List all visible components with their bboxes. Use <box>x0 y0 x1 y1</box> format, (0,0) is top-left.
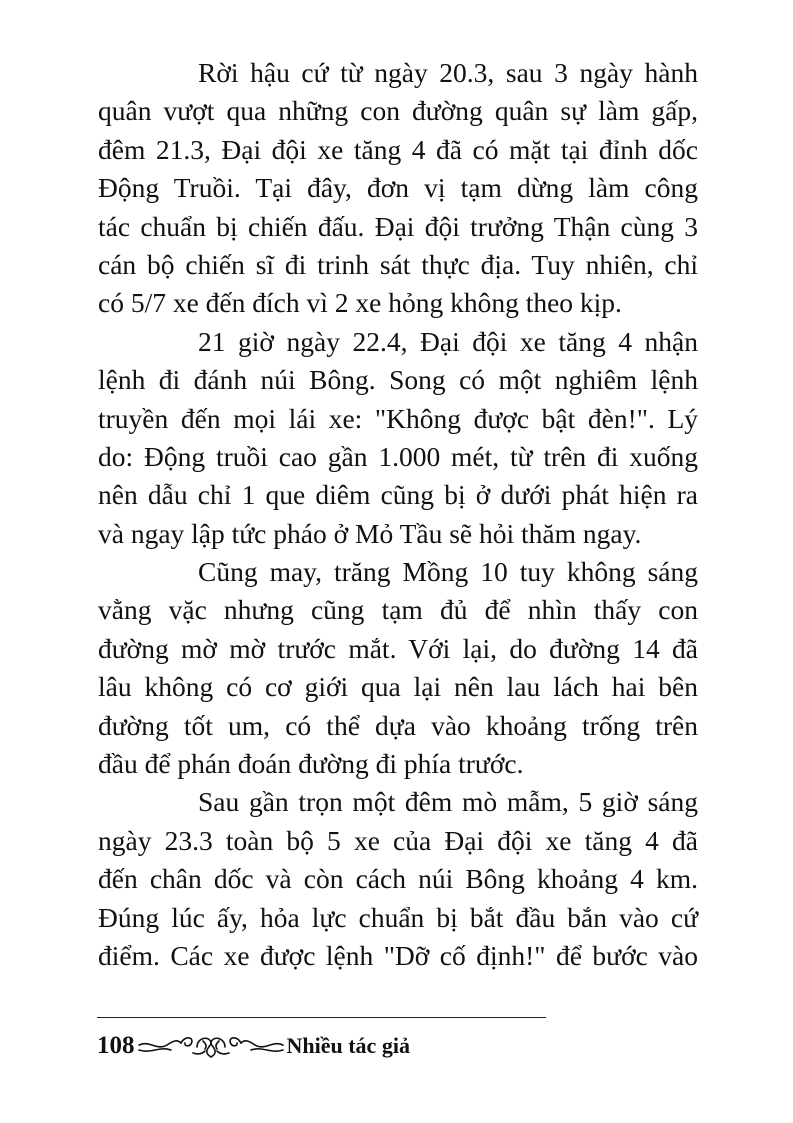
text-line: vằng vặc nhưng cũng tạm đủ để nhìn thấy con <box>98 594 698 626</box>
text-line: Rời hậu cứ từ ngày 20.3, sau 3 ngày hành <box>198 57 698 88</box>
text-line: đường mờ mờ trước mắt. Với lại, do đường 14 đã <box>98 632 698 664</box>
text-line: điểm. Các xe được lệnh "Dỡ cố định!" để bước vào <box>98 939 698 971</box>
paragraph-1 <box>98 54 698 323</box>
text-line: nên dẫu chỉ 1 que diêm cũng bị ở dưới phát hiện ra <box>98 479 698 511</box>
text-line: 21 giờ ngày 22.4, Đại đội xe tăng 4 nhận <box>198 325 698 357</box>
text-line: do: Động truồi cao gần 1.000 mét, từ trên đi xuống <box>98 440 698 472</box>
text-line: đến chân dốc và còn cách núi Bông khoảng 4 km. <box>98 863 698 895</box>
text-line: cán bộ chiến sĩ đi trinh sát thực địa. Tuy nhiên, chỉ <box>98 248 698 280</box>
running-title: Nhiều tác giả <box>286 1033 410 1058</box>
text-line: và ngay lập tức pháo ở Mỏ Tầu sẽ hỏi thăm ngay. <box>98 517 642 549</box>
text-line: Đúng lúc ấy, hỏa lực chuẩn bị bắt đầu bắn vào cứ <box>98 901 698 933</box>
text-line: lâu không có cơ giới qua lại nên lau lách hai bên <box>98 671 698 703</box>
text-line: Sau gần trọn một đêm mò mẫm, 5 giờ sáng <box>198 786 698 818</box>
text-line: đầu để phán đoán đường đi phía trước. <box>98 748 524 780</box>
text-line: có 5/7 xe đến đích vì 2 xe hỏng không theo kịp. <box>98 287 622 319</box>
text-line: truyền đến mọi lái xe: "Không được bật đèn!". Lý <box>98 402 698 434</box>
text-line: Cũng may, trăng Mồng 10 tuy không sáng <box>198 556 698 588</box>
scroll-ornament-icon <box>137 1031 285 1061</box>
text-line: tác chuẩn bị chiến đấu. Đại đội trưởng Thận cùng 3 <box>98 210 698 242</box>
text-line: đường tốt um, có thể dựa vào khoảng trống trên <box>98 709 698 741</box>
text-line: Động Truồi. Tại đây, đơn vị tạm dừng làm công <box>98 172 698 204</box>
text-line: lệnh đi đánh núi Bông. Song có một nghiêm lệnh <box>98 364 698 396</box>
page-footer <box>97 1026 410 1066</box>
text-line: đêm 21.3, Đại đội xe tăng 4 đã có mặt tại đỉnh dốc <box>98 133 698 165</box>
paragraph-3 <box>98 553 698 783</box>
paragraph-4 <box>98 783 698 975</box>
footer-rule <box>97 1017 546 1018</box>
paragraph-2 <box>98 323 698 553</box>
page-number: 108 <box>97 1032 135 1059</box>
text-line: ngày 23.3 toàn bộ 5 xe của Đại đội xe tăng 4 đã <box>98 824 698 856</box>
text-line: quân vượt qua những con đường quân sự làm gấp, <box>98 95 698 127</box>
page-body <box>98 54 698 975</box>
